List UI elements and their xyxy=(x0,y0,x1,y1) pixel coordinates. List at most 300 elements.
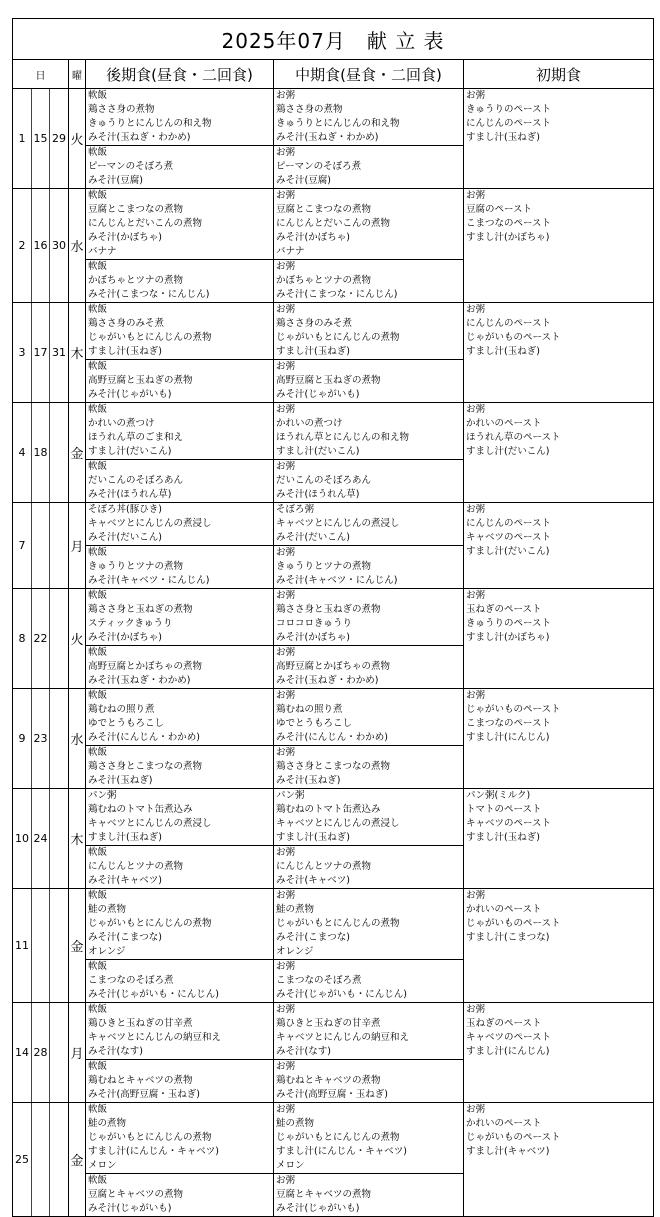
menu-item: すまし汁(玉ねぎ) xyxy=(466,832,540,843)
menu-item: みそ汁(豆腐) xyxy=(88,175,143,186)
date-cell xyxy=(50,403,69,503)
menu-item: きゅうりとツナの煮物 xyxy=(276,561,372,572)
menu-item: バナナ xyxy=(276,246,305,257)
mid-lunch-cell xyxy=(274,303,464,360)
weekday-cell: 金 xyxy=(69,889,86,1003)
menu-item: ほうれん草のごま和え xyxy=(88,432,184,443)
menu-item: お粥 xyxy=(466,1004,486,1015)
menu-item: ピーマンのそぼろ煮 xyxy=(276,161,362,172)
menu-item: 鶏ささ身のみそ煮 xyxy=(88,318,165,329)
mid-lunch-cell xyxy=(274,1003,464,1060)
menu-item: お粥 xyxy=(466,1104,486,1115)
menu-item: 高野豆腐とかぼちゃの煮物 xyxy=(276,661,391,672)
menu-item: みそ汁(かぼちゃ) xyxy=(88,232,162,243)
late-second-cell xyxy=(86,746,274,789)
menu-item: キャベツとにんじんの納豆和え xyxy=(88,1032,222,1043)
menu-item: 軟飯 xyxy=(88,1061,108,1072)
menu-item: すまし汁(だいこん) xyxy=(276,446,360,457)
menu-item: ゆでとうもろこし xyxy=(276,718,353,729)
menu-item: 鶏ひきと玉ねぎの甘辛煮 xyxy=(276,1018,381,1029)
menu-item: みそ汁(ほうれん草) xyxy=(276,489,360,500)
day-row-lunch xyxy=(13,89,654,146)
header-mid-stage: 中期食(昼食・二回食) xyxy=(274,60,464,89)
menu-item: お粥 xyxy=(276,404,296,415)
menu-item: 軟飯 xyxy=(88,1175,108,1186)
mid-second-cell xyxy=(274,646,464,689)
menu-item: オレンジ xyxy=(88,946,126,957)
mid-lunch-cell xyxy=(274,589,464,646)
menu-item: すまし汁(玉ねぎ) xyxy=(276,832,350,843)
menu-item: みそ汁(かぼちゃ) xyxy=(88,632,162,643)
mid-lunch-cell xyxy=(274,1103,464,1174)
menu-item: 軟飯 xyxy=(88,961,108,972)
menu-item: にんじんとだいこんの煮物 xyxy=(276,218,391,229)
menu-item: かれいのペースト xyxy=(466,1118,542,1129)
menu-item: 軟飯 xyxy=(88,404,108,415)
menu-item: みそ汁(にんじん・わかめ) xyxy=(88,732,200,743)
late-second-cell xyxy=(86,1174,274,1217)
late-second-cell xyxy=(86,460,274,503)
menu-item: 鮭の煮物 xyxy=(88,1118,127,1129)
menu-item: こまつなのそぼろ煮 xyxy=(276,975,362,986)
menu-item: キャベツのペースト xyxy=(466,818,552,829)
menu-item: 鶏むねとキャベツの煮物 xyxy=(88,1075,193,1086)
menu-item: お粥 xyxy=(276,361,296,372)
early-cell xyxy=(464,503,654,589)
early-cell xyxy=(464,589,654,689)
mid-second-cell xyxy=(274,260,464,303)
menu-item: パン粥 xyxy=(88,790,117,801)
menu-item: みそ汁(こまつな・にんじん) xyxy=(88,289,210,300)
menu-item: みそ汁(かぼちゃ) xyxy=(276,632,350,643)
menu-item: 鮭の煮物 xyxy=(88,904,127,915)
menu-item: 軟飯 xyxy=(88,1004,108,1015)
menu-item: 軟飯 xyxy=(88,461,108,472)
menu-item: きゅうりとにんじんの和え物 xyxy=(88,118,212,129)
date-cell: 16 xyxy=(32,189,50,303)
menu-item: にんじんのペースト xyxy=(466,118,552,129)
menu-item: だいこんのそぼろあん xyxy=(88,475,184,486)
menu-item: すまし汁(にんじん・キャベツ) xyxy=(88,1146,219,1157)
menu-item: 鶏むねのトマト缶煮込み xyxy=(88,804,193,815)
menu-item: お粥 xyxy=(276,461,296,472)
menu-item: 豆腐のペースト xyxy=(466,204,533,215)
menu-item: コロコロきゅうり xyxy=(276,618,353,629)
menu-item: お粥 xyxy=(276,847,296,858)
menu-item: すまし汁(かぼちゃ) xyxy=(466,232,550,243)
menu-item: 軟飯 xyxy=(88,147,108,158)
mid-lunch-cell xyxy=(274,89,464,146)
menu-item: じゃがいものペースト xyxy=(466,918,561,929)
menu-item: みそ汁(じゃがいも・にんじん) xyxy=(276,989,407,1000)
date-cell: 31 xyxy=(50,303,69,403)
late-lunch-cell xyxy=(86,89,274,146)
menu-item: お粥 xyxy=(276,690,296,701)
menu-item: キャベツとにんじんの納豆和え xyxy=(276,1032,410,1043)
menu-item: お粥 xyxy=(276,890,296,901)
menu-item: お粥 xyxy=(466,504,486,515)
header-late-stage: 後期食(昼食・二回食) xyxy=(86,60,274,89)
menu-item: お粥 xyxy=(466,590,486,601)
weekday-cell: 木 xyxy=(69,303,86,403)
menu-item: すまし汁(こまつな) xyxy=(466,932,550,943)
mid-second-cell xyxy=(274,460,464,503)
late-lunch-cell xyxy=(86,689,274,746)
date-cell: 8 xyxy=(13,589,32,689)
date-cell: 14 xyxy=(13,1003,32,1103)
weekday-cell: 木 xyxy=(69,789,86,889)
menu-item: 鶏むねの照り煮 xyxy=(276,704,343,715)
menu-item: じゃがいもとにんじんの煮物 xyxy=(88,918,212,929)
date-cell: 30 xyxy=(50,189,69,303)
menu-item: にんじんのペースト xyxy=(466,318,552,329)
early-cell xyxy=(464,189,654,303)
mid-second-cell xyxy=(274,746,464,789)
mid-lunch-cell xyxy=(274,889,464,960)
mid-lunch-cell xyxy=(274,403,464,460)
date-cell: 11 xyxy=(13,889,32,1003)
date-cell: 3 xyxy=(13,303,32,403)
menu-item: 鶏ささ身の煮物 xyxy=(88,104,155,115)
menu-item: 軟飯 xyxy=(88,261,108,272)
menu-item: 鶏むねとキャベツの煮物 xyxy=(276,1075,381,1086)
date-cell: 18 xyxy=(32,403,50,503)
menu-item: すまし汁(だいこん) xyxy=(466,546,550,557)
header-early-stage: 初期食 xyxy=(464,60,654,89)
menu-item: 軟飯 xyxy=(88,647,108,658)
menu-item: 鶏ひきと玉ねぎの甘辛煮 xyxy=(88,1018,193,1029)
date-cell xyxy=(50,1103,69,1217)
menu-item: メロン xyxy=(276,1160,305,1171)
menu-item: お粥 xyxy=(466,404,486,415)
early-cell xyxy=(464,1103,654,1217)
date-cell: 7 xyxy=(13,503,32,589)
early-cell xyxy=(464,89,654,189)
date-cell xyxy=(50,589,69,689)
menu-item: パン粥(ミルク) xyxy=(466,790,531,801)
menu-item: 鶏ささ身のみそ煮 xyxy=(276,318,353,329)
mid-second-cell xyxy=(274,1174,464,1217)
menu-item: ピーマンのそぼろ煮 xyxy=(88,161,174,172)
menu-item: お粥 xyxy=(276,1061,296,1072)
menu-item: 鶏ささ身と玉ねぎの煮物 xyxy=(88,604,193,615)
late-second-cell xyxy=(86,1060,274,1103)
menu-item: すまし汁(玉ねぎ) xyxy=(276,346,350,357)
menu-item: かぼちゃとツナの煮物 xyxy=(276,275,372,286)
mid-lunch-cell xyxy=(274,189,464,260)
menu-item: きゅうりのペースト xyxy=(466,618,552,629)
date-cell xyxy=(50,889,69,1003)
day-row-lunch xyxy=(13,589,654,646)
menu-item: お粥 xyxy=(466,304,486,315)
menu-item: 軟飯 xyxy=(88,304,108,315)
day-row-lunch xyxy=(13,303,654,360)
menu-item: にんじんとツナの煮物 xyxy=(276,861,372,872)
menu-item: キャベツのペースト xyxy=(466,1032,552,1043)
day-row-lunch xyxy=(13,189,654,260)
menu-item: 軟飯 xyxy=(88,547,108,558)
menu-item: 豆腐とキャベツの煮物 xyxy=(88,1189,184,1200)
menu-item: じゃがいものペースト xyxy=(466,704,561,715)
menu-item: 鮭の煮物 xyxy=(276,1118,315,1129)
menu-item: みそ汁(高野豆腐・玉ねぎ) xyxy=(88,1089,200,1100)
late-lunch-cell xyxy=(86,789,274,846)
menu-item: 鶏ささ身の煮物 xyxy=(276,104,343,115)
menu-item: すまし汁(玉ねぎ) xyxy=(466,132,540,143)
menu-item: みそ汁(かぼちゃ) xyxy=(276,232,350,243)
menu-item: みそ汁(玉ねぎ・わかめ) xyxy=(276,132,379,143)
menu-item: パン粥 xyxy=(276,790,305,801)
menu-item: すまし汁(玉ねぎ) xyxy=(88,346,162,357)
menu-item: 軟飯 xyxy=(88,590,108,601)
day-row-lunch xyxy=(13,689,654,746)
menu-item: すまし汁(キャベツ) xyxy=(466,1146,550,1157)
late-lunch-cell xyxy=(86,1003,274,1060)
date-cell: 17 xyxy=(32,303,50,403)
menu-item: じゃがいもとにんじんの煮物 xyxy=(88,332,212,343)
menu-item: 軟飯 xyxy=(88,747,108,758)
mid-second-cell xyxy=(274,846,464,889)
menu-item: お粥 xyxy=(466,90,486,101)
late-lunch-cell xyxy=(86,589,274,646)
menu-item: 軟飯 xyxy=(88,890,108,901)
menu-item: メロン xyxy=(88,1160,117,1171)
menu-table xyxy=(12,18,654,1217)
date-cell xyxy=(50,689,69,789)
menu-item: こまつなのそぼろ煮 xyxy=(88,975,174,986)
menu-item: かれいの煮つけ xyxy=(88,418,155,429)
mid-second-cell xyxy=(274,146,464,189)
menu-item: じゃがいものペースト xyxy=(466,1132,561,1143)
menu-item: キャベツとにんじんの煮浸し xyxy=(276,818,400,829)
menu-item: みそ汁(玉ねぎ・わかめ) xyxy=(88,132,191,143)
late-lunch-cell xyxy=(86,303,274,360)
date-cell: 2 xyxy=(13,189,32,303)
menu-item: ほうれん草とにんじんの和え物 xyxy=(276,432,410,443)
menu-item: みそ汁(玉ねぎ) xyxy=(276,775,341,786)
menu-item: 軟飯 xyxy=(88,361,108,372)
weekday-cell: 月 xyxy=(69,1003,86,1103)
mid-lunch-cell xyxy=(274,789,464,846)
menu-item: みそ汁(豆腐) xyxy=(276,175,331,186)
menu-item: 高野豆腐と玉ねぎの煮物 xyxy=(276,375,381,386)
menu-item: そぼろ粥 xyxy=(276,504,315,515)
menu-item: スティックきゅうり xyxy=(88,618,173,629)
menu-item: お粥 xyxy=(276,90,296,101)
menu-item: 鶏ささ身と玉ねぎの煮物 xyxy=(276,604,381,615)
menu-item: トマトのペースト xyxy=(466,804,542,815)
date-cell: 22 xyxy=(32,589,50,689)
late-second-cell xyxy=(86,960,274,1003)
menu-item: バナナ xyxy=(88,246,117,257)
menu-item: お粥 xyxy=(276,1004,296,1015)
menu-item: 豆腐とキャベツの煮物 xyxy=(276,1189,372,1200)
date-cell: 28 xyxy=(32,1003,50,1103)
menu-item: 玉ねぎのペースト xyxy=(466,1018,542,1029)
mid-second-cell xyxy=(274,360,464,403)
date-cell xyxy=(32,503,50,589)
menu-item: お粥 xyxy=(276,547,296,558)
menu-item: みそ汁(じゃがいも) xyxy=(276,389,360,400)
date-cell: 25 xyxy=(13,1103,32,1217)
menu-item: 鶏ささ身とこまつなの煮物 xyxy=(276,761,391,772)
late-second-cell xyxy=(86,846,274,889)
menu-item: お粥 xyxy=(276,190,296,201)
date-cell: 9 xyxy=(13,689,32,789)
menu-item: みそ汁(こまつな・にんじん) xyxy=(276,289,398,300)
menu-item: そぼろ丼(豚ひき) xyxy=(88,504,162,515)
mid-second-cell xyxy=(274,546,464,589)
late-lunch-cell xyxy=(86,403,274,460)
menu-item: 鶏むねの照り煮 xyxy=(88,704,155,715)
late-lunch-cell xyxy=(86,889,274,960)
menu-item: 高野豆腐と玉ねぎの煮物 xyxy=(88,375,193,386)
menu-sheet xyxy=(12,18,653,1217)
date-cell: 23 xyxy=(32,689,50,789)
weekday-cell: 水 xyxy=(69,689,86,789)
menu-item: みそ汁(玉ねぎ) xyxy=(88,775,153,786)
early-cell xyxy=(464,689,654,789)
menu-item: みそ汁(ほうれん草) xyxy=(88,489,172,500)
late-lunch-cell xyxy=(86,189,274,260)
date-cell xyxy=(32,1103,50,1217)
menu-item: 軟飯 xyxy=(88,690,108,701)
menu-item: みそ汁(キャベツ) xyxy=(276,875,350,886)
day-row-lunch xyxy=(13,1003,654,1060)
menu-item: お粥 xyxy=(276,261,296,272)
late-second-cell xyxy=(86,146,274,189)
menu-item: 鶏むねのトマト缶煮込み xyxy=(276,804,381,815)
late-second-cell xyxy=(86,646,274,689)
menu-item: かれいの煮つけ xyxy=(276,418,343,429)
menu-item: 鶏ささ身とこまつなの煮物 xyxy=(88,761,203,772)
early-cell xyxy=(464,889,654,1003)
late-second-cell xyxy=(86,546,274,589)
menu-item: 鮭の煮物 xyxy=(276,904,315,915)
menu-item: かぼちゃとツナの煮物 xyxy=(88,275,184,286)
menu-item: みそ汁(なす) xyxy=(88,1046,143,1057)
date-cell: 29 xyxy=(50,89,69,189)
mid-second-cell xyxy=(274,960,464,1003)
day-row-lunch xyxy=(13,403,654,460)
menu-item: きゅうりとツナの煮物 xyxy=(88,561,184,572)
menu-item: ゆでとうもろこし xyxy=(88,718,165,729)
menu-item: お粥 xyxy=(276,961,296,972)
early-cell xyxy=(464,1003,654,1103)
menu-item: かれいのペースト xyxy=(466,418,542,429)
weekday-cell: 月 xyxy=(69,503,86,589)
menu-item: ほうれん草のペースト xyxy=(466,432,561,443)
menu-item: みそ汁(こまつな) xyxy=(88,932,162,943)
menu-item: すまし汁(かぼちゃ) xyxy=(466,632,550,643)
menu-item: みそ汁(玉ねぎ・わかめ) xyxy=(276,675,379,686)
menu-item: お粥 xyxy=(466,690,486,701)
menu-item: みそ汁(なす) xyxy=(276,1046,331,1057)
menu-item: お粥 xyxy=(276,1104,296,1115)
date-cell xyxy=(50,789,69,889)
menu-item: みそ汁(キャベツ・にんじん) xyxy=(276,575,398,586)
menu-item: みそ汁(キャベツ・にんじん) xyxy=(88,575,210,586)
late-lunch-cell xyxy=(86,1103,274,1174)
early-cell xyxy=(464,303,654,403)
menu-item: みそ汁(こまつな) xyxy=(276,932,350,943)
menu-item: キャベツとにんじんの煮浸し xyxy=(276,518,400,529)
weekday-cell: 火 xyxy=(69,89,86,189)
menu-item: みそ汁(じゃがいも) xyxy=(88,389,172,400)
menu-item: にんじんのペースト xyxy=(466,518,552,529)
menu-item: すまし汁(にんじん) xyxy=(466,1046,550,1057)
weekday-cell: 金 xyxy=(69,1103,86,1217)
menu-item: 軟飯 xyxy=(88,1104,108,1115)
menu-item: こまつなのペースト xyxy=(466,718,552,729)
date-cell: 10 xyxy=(13,789,32,889)
menu-item: みそ汁(キャベツ) xyxy=(88,875,162,886)
menu-item: にんじんとだいこんの煮物 xyxy=(88,218,203,229)
day-row-lunch xyxy=(13,889,654,960)
menu-item: みそ汁(だいこん) xyxy=(88,532,162,543)
page-title: 2025年07月 献 立 表 xyxy=(13,19,654,60)
late-second-cell xyxy=(86,260,274,303)
mid-second-cell xyxy=(274,1060,464,1103)
menu-item: すまし汁(にんじん・キャベツ) xyxy=(276,1146,407,1157)
menu-item: かれいのペースト xyxy=(466,904,542,915)
menu-body xyxy=(13,89,654,1217)
menu-item: みそ汁(じゃがいも) xyxy=(276,1203,360,1214)
menu-item: みそ汁(じゃがいも・にんじん) xyxy=(88,989,219,1000)
date-cell xyxy=(50,1003,69,1103)
menu-item: すまし汁(だいこん) xyxy=(88,446,172,457)
menu-item: みそ汁(玉ねぎ・わかめ) xyxy=(88,675,191,686)
menu-item: すまし汁(玉ねぎ) xyxy=(88,832,162,843)
menu-item: すまし汁(玉ねぎ) xyxy=(466,346,540,357)
menu-item: お粥 xyxy=(466,890,486,901)
menu-item: キャベツとにんじんの煮浸し xyxy=(88,818,212,829)
menu-item: こまつなのペースト xyxy=(466,218,552,229)
menu-item: 高野豆腐とかぼちゃの煮物 xyxy=(88,661,203,672)
menu-item: 玉ねぎのペースト xyxy=(466,604,542,615)
menu-item: お粥 xyxy=(276,590,296,601)
header-day: 日 xyxy=(13,60,69,89)
early-cell xyxy=(464,789,654,889)
menu-item: すまし汁(だいこん) xyxy=(466,446,550,457)
date-cell: 1 xyxy=(13,89,32,189)
menu-item: キャベツのペースト xyxy=(466,532,552,543)
date-cell: 15 xyxy=(32,89,50,189)
menu-item: みそ汁(にんじん・わかめ) xyxy=(276,732,388,743)
menu-item: にんじんとツナの煮物 xyxy=(88,861,184,872)
menu-item: すまし汁(にんじん) xyxy=(466,732,550,743)
menu-item: みそ汁(高野豆腐・玉ねぎ) xyxy=(276,1089,388,1100)
late-second-cell xyxy=(86,360,274,403)
menu-item: 豆腐とこまつなの煮物 xyxy=(276,204,372,215)
menu-item: オレンジ xyxy=(276,946,314,957)
day-row-lunch xyxy=(13,789,654,846)
mid-lunch-cell xyxy=(274,689,464,746)
weekday-cell: 金 xyxy=(69,403,86,503)
day-row-lunch xyxy=(13,1103,654,1174)
date-cell: 24 xyxy=(32,789,50,889)
menu-item: お粥 xyxy=(276,304,296,315)
date-cell xyxy=(32,889,50,1003)
menu-item: 軟飯 xyxy=(88,847,108,858)
menu-item: みそ汁(じゃがいも) xyxy=(88,1203,172,1214)
menu-item: お粥 xyxy=(276,1175,296,1186)
menu-item: じゃがいもとにんじんの煮物 xyxy=(276,332,400,343)
late-lunch-cell xyxy=(86,503,274,546)
menu-item: じゃがいもとにんじんの煮物 xyxy=(276,1132,400,1143)
menu-item: じゃがいもとにんじんの煮物 xyxy=(88,1132,212,1143)
menu-item: お粥 xyxy=(276,147,296,158)
